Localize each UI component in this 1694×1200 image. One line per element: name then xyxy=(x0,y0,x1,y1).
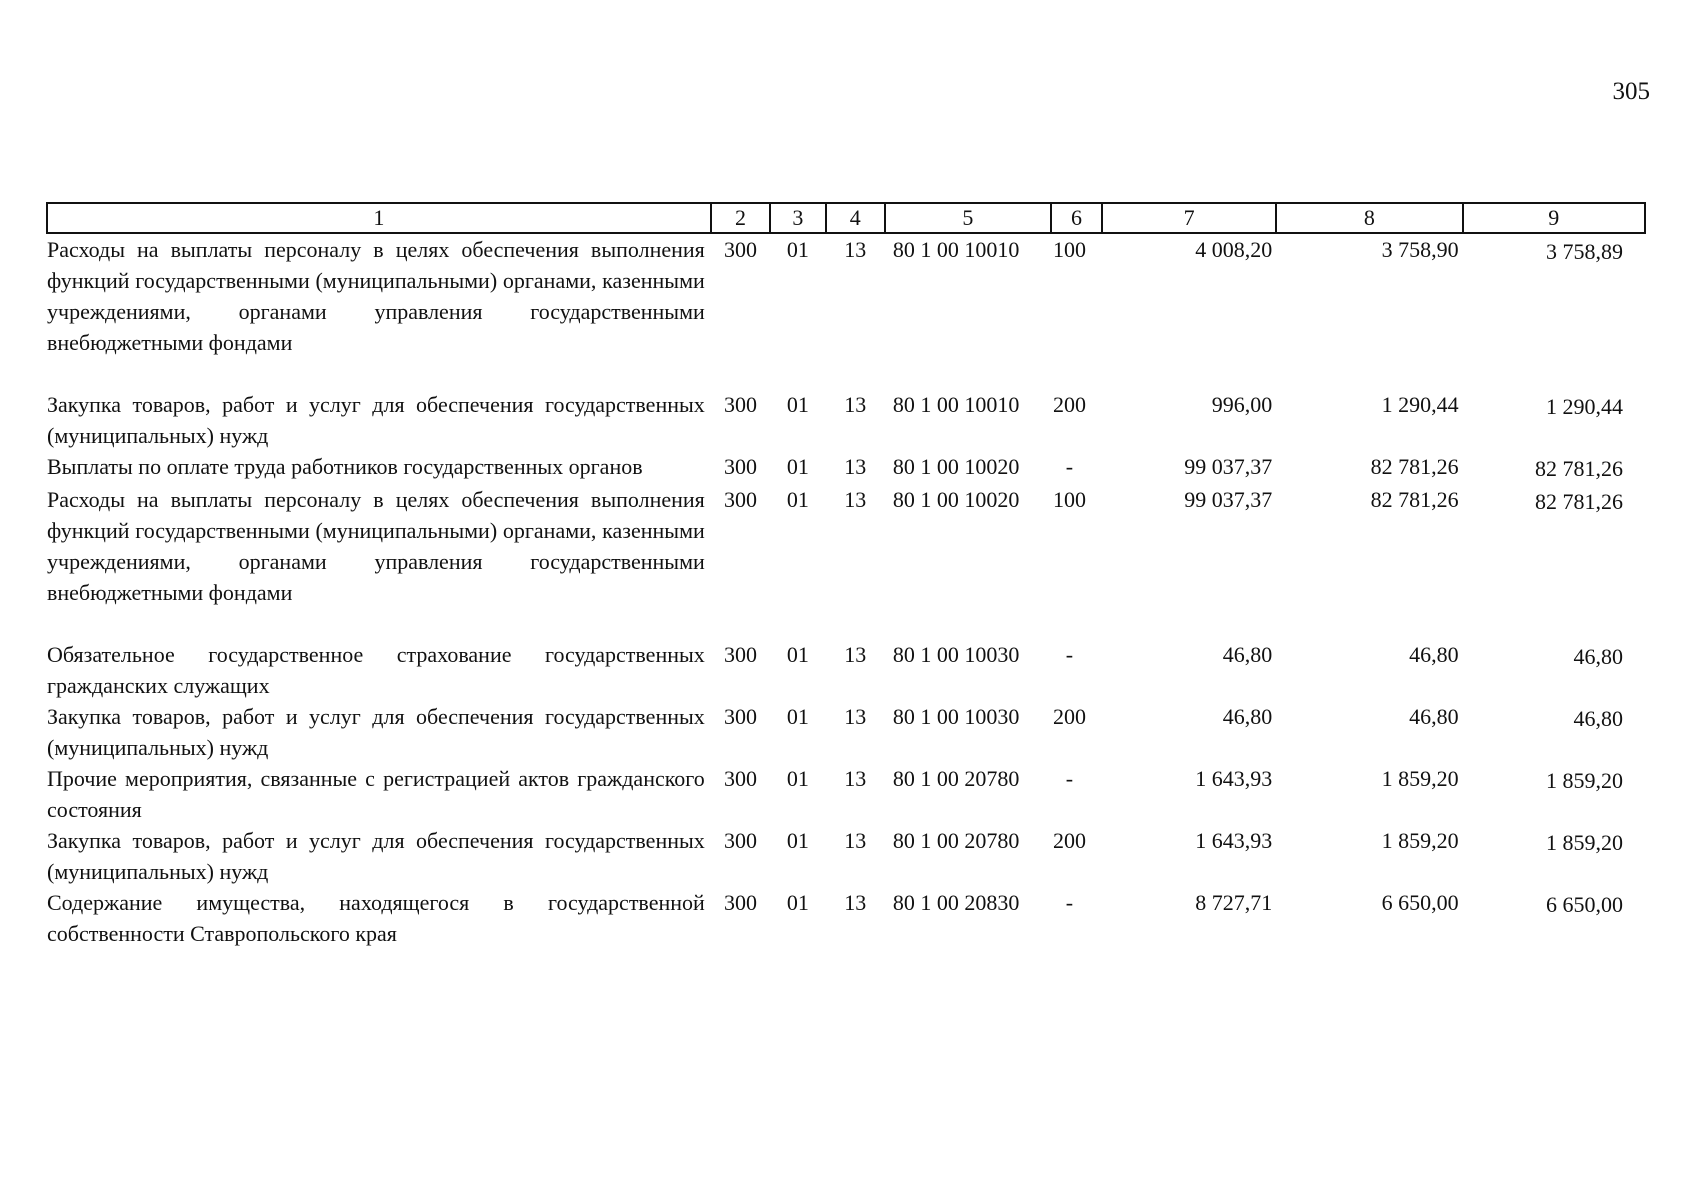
code-cell: 300 xyxy=(723,392,757,417)
table-row xyxy=(47,233,1645,389)
amount-cell-8: 1 859,20 xyxy=(1381,828,1459,853)
target-article-cell: 80 1 00 10030 xyxy=(892,642,1020,667)
header-cell-4: 4 xyxy=(826,203,885,233)
expense-name-cell: Закупка товаров, работ и услуг для обеспечения государственных (муниципальных) нужд xyxy=(47,392,705,448)
target-article-cell: 80 1 00 10010 xyxy=(892,237,1020,262)
section-cell: 01 xyxy=(786,704,809,729)
expense-name-cell: Выплаты по оплате труда работников государственных органов xyxy=(47,454,643,479)
header-cell-8: 8 xyxy=(1276,203,1462,233)
amount-cell-8: 46,80 xyxy=(1409,642,1459,667)
expense-type-cell: 200 xyxy=(1052,392,1086,417)
subsection-cell: 13 xyxy=(844,890,867,915)
amount-cell-8: 1 290,44 xyxy=(1381,392,1459,417)
section-cell: 01 xyxy=(786,487,809,512)
amount-cell-9: 46,80 xyxy=(1573,706,1623,731)
page-number: 305 xyxy=(1612,78,1650,105)
amount-cell-7: 4 008,20 xyxy=(1195,237,1273,262)
subsection-cell: 13 xyxy=(844,454,867,479)
expense-name-cell: Закупка товаров, работ и услуг для обеспечения государственных (муниципальных) нужд xyxy=(47,828,705,884)
expense-type-cell: - xyxy=(1065,766,1074,791)
table-row xyxy=(47,825,1645,887)
section-cell: 01 xyxy=(786,392,809,417)
expense-name-cell: Обязательное государственное страхование государственных гражданских служащих xyxy=(47,642,705,698)
amount-cell-8: 1 859,20 xyxy=(1381,766,1459,791)
code-cell: 300 xyxy=(723,237,757,262)
amount-cell-7: 99 037,37 xyxy=(1184,454,1273,479)
subsection-cell: 13 xyxy=(844,487,867,512)
section-cell: 01 xyxy=(786,237,809,262)
table-row xyxy=(47,887,1645,949)
header-cell-1: 1 xyxy=(47,203,711,233)
expense-name-cell: Содержание имущества, находящегося в государственной собственности Ставропольского края xyxy=(47,890,705,946)
header-cell-7: 7 xyxy=(1102,203,1276,233)
header-row xyxy=(47,203,1645,233)
expense-name-cell: Прочие мероприятия, связанные с регистрацией актов гражданского состояния xyxy=(47,766,705,822)
code-cell: 300 xyxy=(723,704,757,729)
table-body xyxy=(47,233,1645,949)
code-cell: 300 xyxy=(723,766,757,791)
target-article-cell: 80 1 00 10020 xyxy=(892,487,1020,512)
target-article-cell: 80 1 00 10020 xyxy=(892,454,1020,479)
subsection-cell: 13 xyxy=(844,237,867,262)
table-row xyxy=(47,484,1645,639)
target-article-cell: 80 1 00 10010 xyxy=(892,392,1020,417)
expense-name-cell: Расходы на выплаты персоналу в целях обеспечения выполнения функций государственными (муниципальными) органами, казенными учреждениями, органами управления государственными внебюджетными фондами xyxy=(47,487,705,605)
amount-cell-9: 6 650,00 xyxy=(1546,892,1623,917)
expense-type-cell: - xyxy=(1065,454,1074,479)
expense-type-cell: 100 xyxy=(1052,237,1086,262)
header-cell-6: 6 xyxy=(1051,203,1102,233)
amount-cell-8: 3 758,90 xyxy=(1381,237,1459,262)
amount-cell-8: 46,80 xyxy=(1409,704,1459,729)
expense-type-cell: 200 xyxy=(1052,828,1086,853)
expense-name-cell: Закупка товаров, работ и услуг для обеспечения государственных (муниципальных) нужд xyxy=(47,704,705,760)
amount-cell-7: 99 037,37 xyxy=(1184,487,1273,512)
header-cell-5: 5 xyxy=(885,203,1051,233)
amount-cell-9: 82 781,26 xyxy=(1535,489,1623,514)
expense-type-cell: - xyxy=(1065,642,1074,667)
section-cell: 01 xyxy=(786,642,809,667)
amount-cell-7: 996,00 xyxy=(1211,392,1273,417)
expense-type-cell: 100 xyxy=(1052,487,1086,512)
code-cell: 300 xyxy=(723,487,757,512)
subsection-cell: 13 xyxy=(844,828,867,853)
expense-name-cell: Расходы на выплаты персоналу в целях обеспечения выполнения функций государственными (муниципальными) органами, казенными учреждениями, органами управления государственными внебюджетными фондами xyxy=(47,237,705,355)
header-cell-9: 9 xyxy=(1463,203,1645,233)
table-row xyxy=(47,763,1645,825)
amount-cell-9: 82 781,26 xyxy=(1535,456,1623,481)
amount-cell-7: 1 643,93 xyxy=(1195,766,1273,791)
budget-table xyxy=(46,202,1646,949)
amount-cell-9: 1 859,20 xyxy=(1546,768,1623,793)
code-cell: 300 xyxy=(723,828,757,853)
amount-cell-9: 1 290,44 xyxy=(1546,394,1623,419)
header-cell-3: 3 xyxy=(770,203,825,233)
code-cell: 300 xyxy=(723,642,757,667)
table-row xyxy=(47,639,1645,701)
expense-type-cell: - xyxy=(1065,890,1074,915)
amount-cell-7: 46,80 xyxy=(1222,704,1273,729)
section-cell: 01 xyxy=(786,828,809,853)
section-cell: 01 xyxy=(786,890,809,915)
amount-cell-9: 3 758,89 xyxy=(1546,239,1623,264)
amount-cell-7: 1 643,93 xyxy=(1195,828,1273,853)
table-row xyxy=(47,701,1645,763)
header-cell-2: 2 xyxy=(711,203,770,233)
subsection-cell: 13 xyxy=(844,766,867,791)
subsection-cell: 13 xyxy=(844,642,867,667)
amount-cell-9: 1 859,20 xyxy=(1546,830,1623,855)
amount-cell-8: 82 781,26 xyxy=(1370,487,1459,512)
amount-cell-9: 46,80 xyxy=(1573,644,1623,669)
amount-cell-7: 8 727,71 xyxy=(1195,890,1273,915)
expense-type-cell: 200 xyxy=(1052,704,1086,729)
target-article-cell: 80 1 00 10030 xyxy=(892,704,1020,729)
code-cell: 300 xyxy=(723,454,757,479)
subsection-cell: 13 xyxy=(844,392,867,417)
amount-cell-8: 6 650,00 xyxy=(1381,890,1459,915)
table-row xyxy=(47,451,1645,484)
table-row xyxy=(47,389,1645,451)
target-article-cell: 80 1 00 20830 xyxy=(892,890,1020,915)
target-article-cell: 80 1 00 20780 xyxy=(892,828,1020,853)
section-cell: 01 xyxy=(786,454,809,479)
section-cell: 01 xyxy=(786,766,809,791)
subsection-cell: 13 xyxy=(844,704,867,729)
target-article-cell: 80 1 00 20780 xyxy=(892,766,1020,791)
code-cell: 300 xyxy=(723,890,757,915)
amount-cell-7: 46,80 xyxy=(1222,642,1273,667)
amount-cell-8: 82 781,26 xyxy=(1370,454,1459,479)
